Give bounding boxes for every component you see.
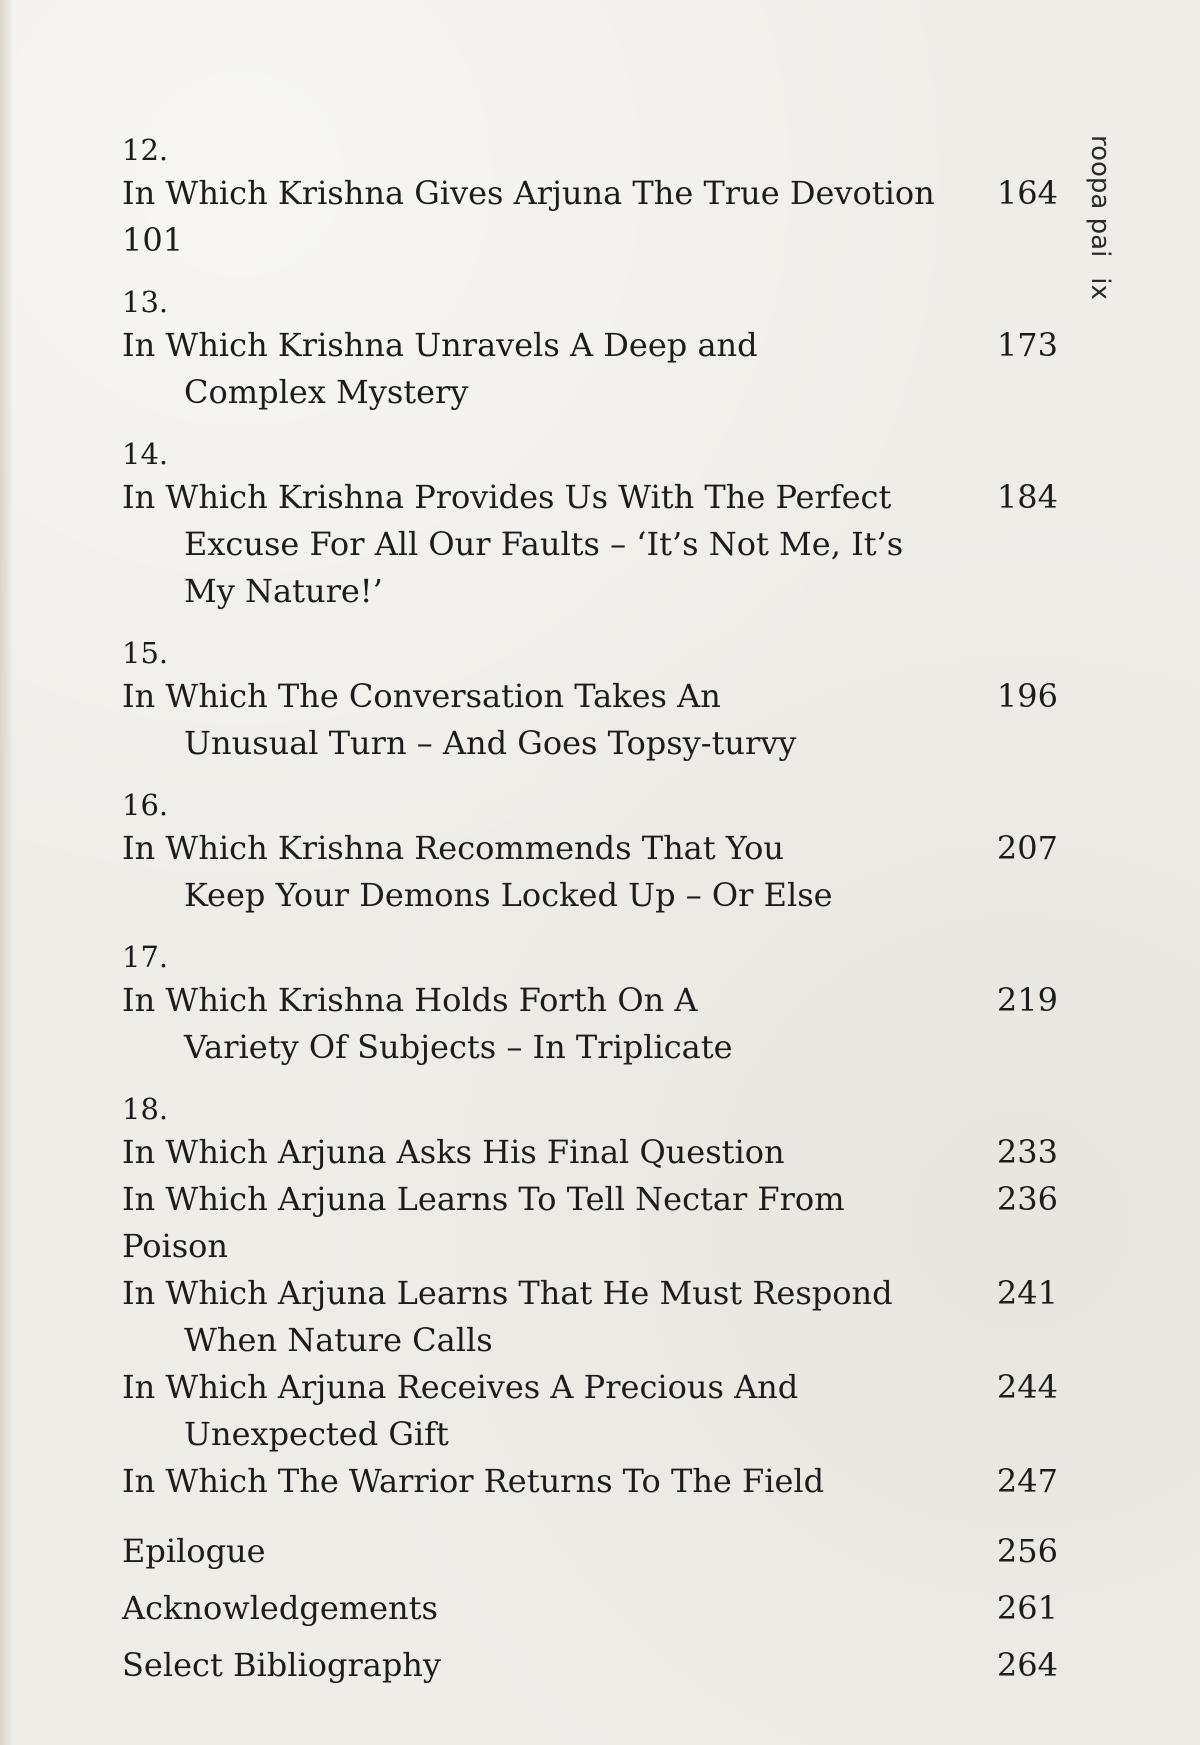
entry-page-number: 236 xyxy=(996,1180,1058,1218)
running-head-text xyxy=(1085,135,1115,300)
entry-title-line: In Which Krishna Provides Us With The Perfect xyxy=(122,478,892,516)
entry-title-line: In Which The Conversation Takes An xyxy=(122,677,721,715)
entry-title-continuation: Excuse For All Our Faults – ‘It’s Not Me, It’s xyxy=(184,525,904,563)
chapter-number: 16. xyxy=(122,788,169,822)
entry-title-continuation: Unusual Turn – And Goes Topsy-turvy xyxy=(184,724,797,762)
entry-title-continuation: Variety Of Subjects – In Triplicate xyxy=(184,1028,733,1066)
entry-title-continuation: Complex Mystery xyxy=(184,373,469,411)
toc-entry xyxy=(122,1176,1072,1270)
toc-entry xyxy=(122,977,1072,1071)
toc-chapter xyxy=(122,785,1072,919)
entry-title-line: In Which Arjuna Receives A Precious And xyxy=(122,1368,799,1406)
toc-chapter xyxy=(122,633,1072,767)
chapter-number: 12. xyxy=(122,133,169,167)
toc-entry xyxy=(122,1458,1072,1505)
entry-page-number: 164 xyxy=(996,174,1058,212)
entry-title xyxy=(122,1129,968,1176)
entry-page-number: 173 xyxy=(996,326,1058,364)
entry-title xyxy=(122,1270,968,1364)
backmatter-title: Epilogue xyxy=(122,1532,266,1570)
entry-title-line: In Which Arjuna Asks His Final Question xyxy=(122,1133,785,1171)
entry-title-continuation: My Nature!’ xyxy=(184,572,383,610)
toc-entry xyxy=(122,322,1072,416)
page-folio: ix xyxy=(1085,277,1115,300)
toc-chapter xyxy=(122,937,1072,1071)
backmatter-page-number: 261 xyxy=(996,1589,1058,1627)
toc-entry xyxy=(122,1129,1072,1176)
chapter-number: 14. xyxy=(122,437,169,471)
entry-title-line: In Which Krishna Gives Arjuna The True Devotion 101 xyxy=(122,174,935,259)
backmatter-title: Acknowledgements xyxy=(122,1589,438,1627)
entry-page-number: 233 xyxy=(996,1133,1058,1171)
chapter-number: 18. xyxy=(122,1092,169,1126)
table-of-contents xyxy=(122,130,1072,1694)
backmatter-entry xyxy=(122,1523,1072,1580)
backmatter-title: Select Bibliography xyxy=(122,1646,441,1684)
toc-entry xyxy=(122,170,1072,264)
entry-page-number: 184 xyxy=(996,478,1058,516)
toc-chapter xyxy=(122,1089,1072,1505)
entry-title-line: In Which Krishna Recommends That You xyxy=(122,829,784,867)
toc-entry xyxy=(122,474,1072,615)
toc-chapter xyxy=(122,434,1072,615)
entry-title-line: In Which Krishna Holds Forth On A xyxy=(122,981,698,1019)
entry-page-number: 247 xyxy=(996,1462,1058,1500)
entry-page-number: 244 xyxy=(996,1368,1058,1406)
entry-title xyxy=(122,673,968,767)
entry-title xyxy=(122,825,968,919)
entry-title-line: In Which Arjuna Learns That He Must Respond xyxy=(122,1274,893,1312)
entry-title-continuation: Keep Your Demons Locked Up – Or Else xyxy=(184,876,833,914)
toc-chapter xyxy=(122,130,1072,264)
running-head xyxy=(1085,135,1145,335)
running-head-author: roopa pai xyxy=(1085,135,1115,258)
entry-title xyxy=(122,322,968,416)
backmatter-page-number: 264 xyxy=(996,1646,1058,1684)
entry-page-number: 207 xyxy=(996,829,1058,867)
entry-title-continuation: Unexpected Gift xyxy=(184,1415,449,1453)
toc-entry xyxy=(122,825,1072,919)
entry-title-line: In Which Krishna Unravels A Deep and xyxy=(122,326,758,364)
backmatter-section xyxy=(122,1523,1072,1694)
entry-page-number: 219 xyxy=(996,981,1058,1019)
chapter-number: 13. xyxy=(122,285,169,319)
toc-entry xyxy=(122,1270,1072,1364)
chapter-number: 15. xyxy=(122,636,169,670)
toc-entry xyxy=(122,673,1072,767)
page-binding-edge xyxy=(0,0,14,1745)
entry-page-number: 241 xyxy=(996,1274,1058,1312)
backmatter-entry xyxy=(122,1637,1072,1694)
entry-title xyxy=(122,474,968,615)
entry-title xyxy=(122,977,968,1071)
entry-page-number: 196 xyxy=(996,677,1058,715)
entry-title-line: In Which Arjuna Learns To Tell Nectar From Poison xyxy=(122,1180,845,1265)
entry-title-line: In Which The Warrior Returns To The Field xyxy=(122,1462,825,1500)
entry-title xyxy=(122,1458,968,1505)
entry-title xyxy=(122,170,968,264)
entry-title xyxy=(122,1176,968,1270)
entry-title-continuation: When Nature Calls xyxy=(184,1321,493,1359)
entry-title xyxy=(122,1364,968,1458)
toc-entry xyxy=(122,1364,1072,1458)
toc-chapter xyxy=(122,282,1072,416)
backmatter-entry xyxy=(122,1580,1072,1637)
backmatter-page-number: 256 xyxy=(996,1532,1058,1570)
chapter-number: 17. xyxy=(122,940,169,974)
